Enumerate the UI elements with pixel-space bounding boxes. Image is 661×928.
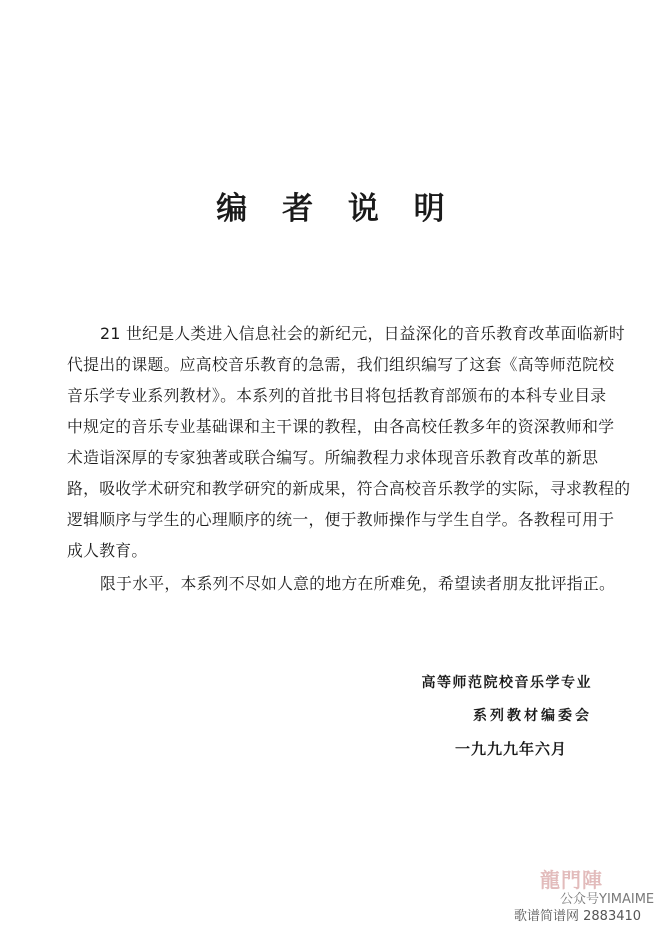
paragraph-2-line-1: 限于水平，本系列不尽如人意的地方在所难免，希望读者朋友批评指正。 <box>100 574 616 593</box>
signature-committee: 系列教材编委会 <box>473 708 592 724</box>
signature-block <box>422 667 593 766</box>
paragraph-1-line-7: 逻辑顺序与学生的心理顺序的统一，便于教师操作与学生自学。各教程可用于 <box>67 510 615 529</box>
signature-date: 一九九九年六月 <box>454 740 567 758</box>
paragraph-1-line-8: 成人教育。 <box>67 541 148 560</box>
body-text <box>67 318 631 599</box>
paragraph-1-line-1: 21 世纪是人类进入信息社会的新纪元，日益深化的音乐教育改革面临新时 <box>100 324 626 343</box>
paragraph-1-line-3: 音乐学专业系列教材》。本系列的首批书目将包括教育部颁布的本科专业目录 <box>67 386 607 405</box>
paragraph-1-line-4: 中规定的音乐专业基础课和主干课的教程，由各高校任教多年的资深教师和学 <box>67 417 615 436</box>
signature-organization: 高等师范院校音乐学专业 <box>421 675 592 691</box>
paragraph-1-line-5: 术造诣深厚的专家独著或联合编写。所编教程力求体现音乐教育改革的新思 <box>67 448 599 467</box>
watermark-public-account: 公众号YIMAIME <box>560 892 655 907</box>
watermark-bottom: 歌谱简谱网 2883410 <box>514 909 642 924</box>
page-title: 编 者 说 明 <box>216 191 457 227</box>
paragraph-1-line-2: 代提出的课题。应高校音乐教育的急需，我们组织编写了这套《高等师范院校 <box>67 355 615 374</box>
paragraph-1-line-6: 路，吸收学术研究和教学研究的新成果，符合高校音乐教学的实际，寻求教程的 <box>67 479 631 498</box>
watermark-logo-text: 龍門陣 <box>540 868 603 892</box>
